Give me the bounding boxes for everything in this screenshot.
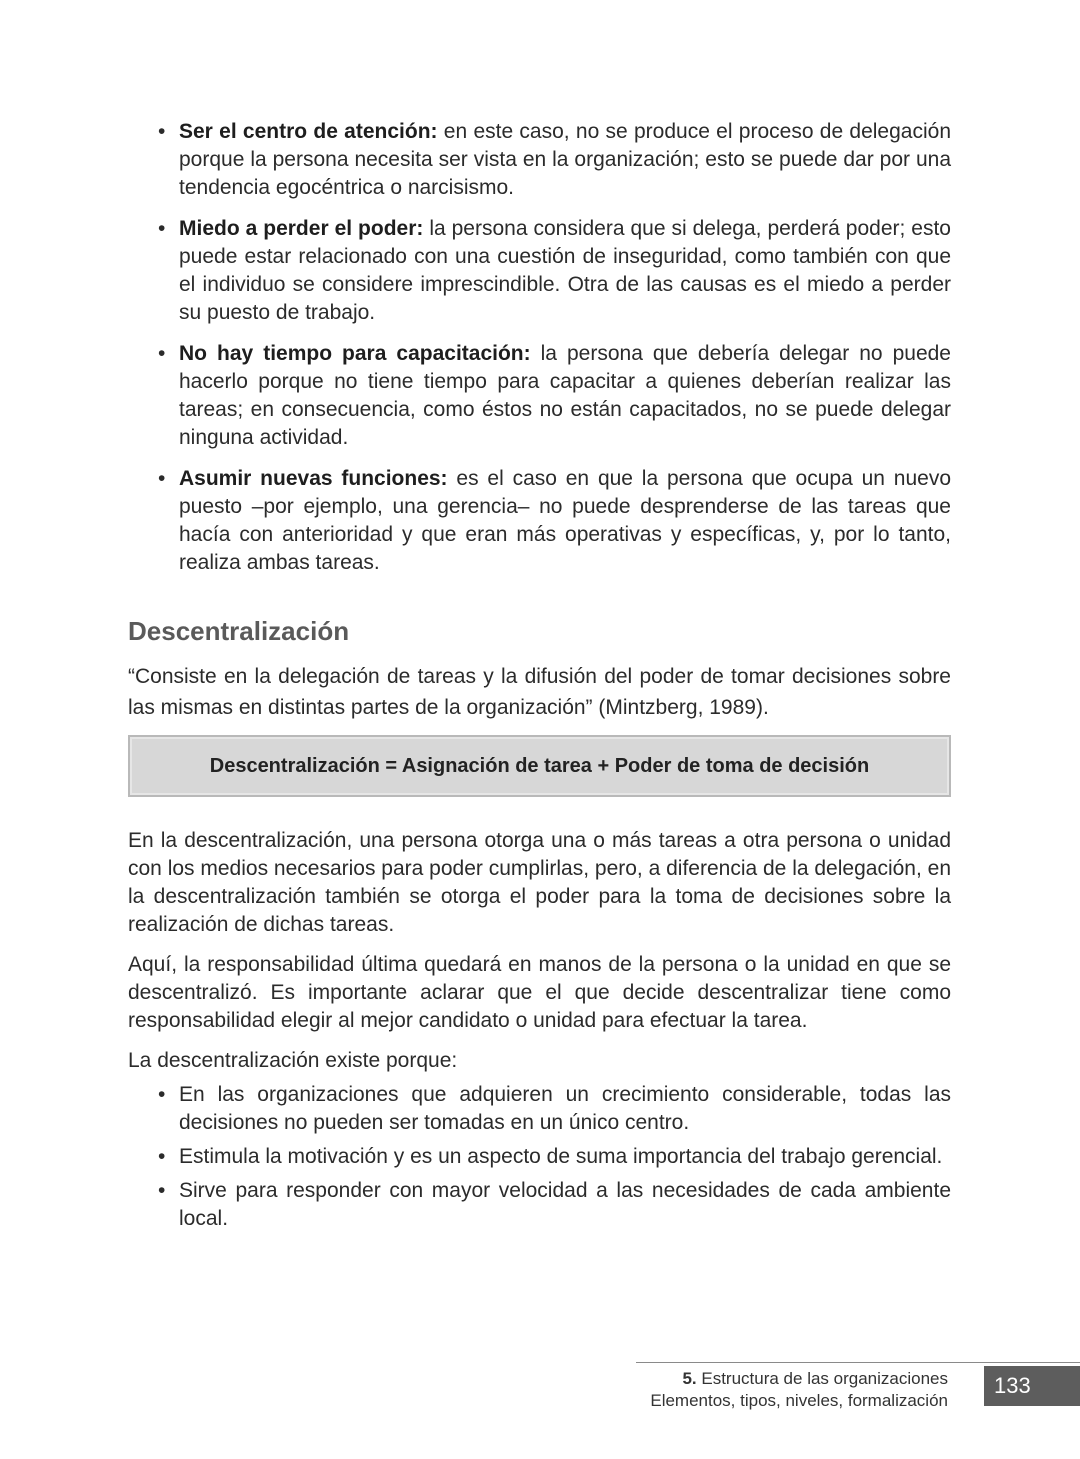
list-item — [128, 215, 951, 327]
page-number: 133 — [984, 1366, 1080, 1406]
footer-divider — [636, 1362, 1080, 1363]
reasons-bullet-list — [128, 1081, 951, 1233]
paragraph-responsabilidad: Aquí, la responsabilidad última quedará en manos de la persona o la unidad en que se descentralizó. Es importante aclarar que el que decide descentralizar tiene como responsabilidad elegir al mejor candidato o unidad para efectuar la tarea. — [128, 953, 951, 1032]
chapter-number: 5. — [682, 1369, 697, 1388]
bullet-text: En las organizaciones que adquieren un crecimiento considerable, todas las decisiones no pueden ser tomadas en un único centro. — [179, 1083, 951, 1134]
definition-quote: “Consiste en la delegación de tareas y la difusión del poder de tomar decisiones sobre las mismas en distintas partes de la organización” (Mintzberg, 1989). — [128, 665, 951, 719]
section-title: Descentralización — [128, 616, 350, 646]
footer-subtitle: Elementos, tipos, niveles, formalización — [650, 1391, 948, 1410]
list-item — [128, 118, 951, 202]
list-intro: La descentralización existe porque: — [128, 1049, 458, 1072]
bullet-text: la persona que debería delegar no puede hacerlo porque no tiene tiempo para capacitar a quienes deberían realizar las tareas; en consecuencia, como éstos no están capacitados, no se puede delegar ninguna actividad. — [179, 342, 951, 449]
list-item — [128, 1177, 951, 1233]
paragraph-descentralizacion: En la descentralización, una persona otorga una o más tareas a otra persona o unidad con los medios necesarios para poder cumplirlas, pero, a diferencia de la delegación, en la descentralización también se otorga el poder para la toma de decisiones sobre la realización de dichas tareas. — [128, 829, 951, 936]
list-item — [128, 465, 951, 577]
bullet-text: en este caso, no se produce el proceso de delegación porque la persona necesita ser vista en la organización; esto se puede dar por una tendencia egocéntrica o narcisismo. — [179, 120, 951, 199]
bullet-text: la persona considera que si delega, perderá poder; esto puede estar relacionado con una cuestión de inseguridad, como también con que el individuo se considere imprescindible. Otra de las causas es el miedo a perder su puesto de trabajo. — [179, 217, 951, 324]
bullet-text: Sirve para responder con mayor velocidad a las necesidades de cada ambiente local. — [179, 1179, 951, 1230]
formula-text: Descentralización = Asignación de tarea + Poder de toma de decisión — [209, 754, 870, 777]
bullet-term: No hay tiempo para capacitación: — [179, 342, 531, 365]
page-content — [128, 118, 951, 1239]
chapter-title: Estructura de las organizaciones — [696, 1369, 948, 1388]
top-bullet-list — [128, 118, 951, 577]
list-item — [128, 1143, 951, 1171]
list-item — [128, 340, 951, 452]
bullet-term: Asumir nuevas funciones: — [179, 467, 448, 490]
bullet-dot-icon: • — [158, 1179, 166, 1202]
footer-chapter-info — [650, 1368, 948, 1412]
bullet-term: Ser el centro de atención: — [179, 120, 438, 143]
formula-box — [128, 735, 951, 797]
bullet-text: Estimula la motivación y es un aspecto de suma importancia del trabajo gerencial. — [179, 1145, 943, 1168]
bullet-text: es el caso en que la persona que ocupa un nuevo puesto –por ejemplo, una gerencia– no puede desprenderse de las tareas que hacía con anterioridad y que eran más operativas y específicas, y, por lo tanto, realiza ambas tareas. — [179, 467, 952, 574]
bullet-dot-icon: • — [158, 1083, 166, 1106]
bullet-dot-icon: • — [158, 467, 166, 490]
list-item — [128, 1081, 951, 1137]
bullet-term: Miedo a perder el poder: — [179, 217, 424, 240]
bullet-dot-icon: • — [158, 217, 166, 240]
footer-chapter-line — [650, 1368, 948, 1390]
bullet-dot-icon: • — [158, 1145, 166, 1168]
bullet-dot-icon: • — [158, 342, 166, 365]
bullet-dot-icon: • — [158, 120, 166, 143]
